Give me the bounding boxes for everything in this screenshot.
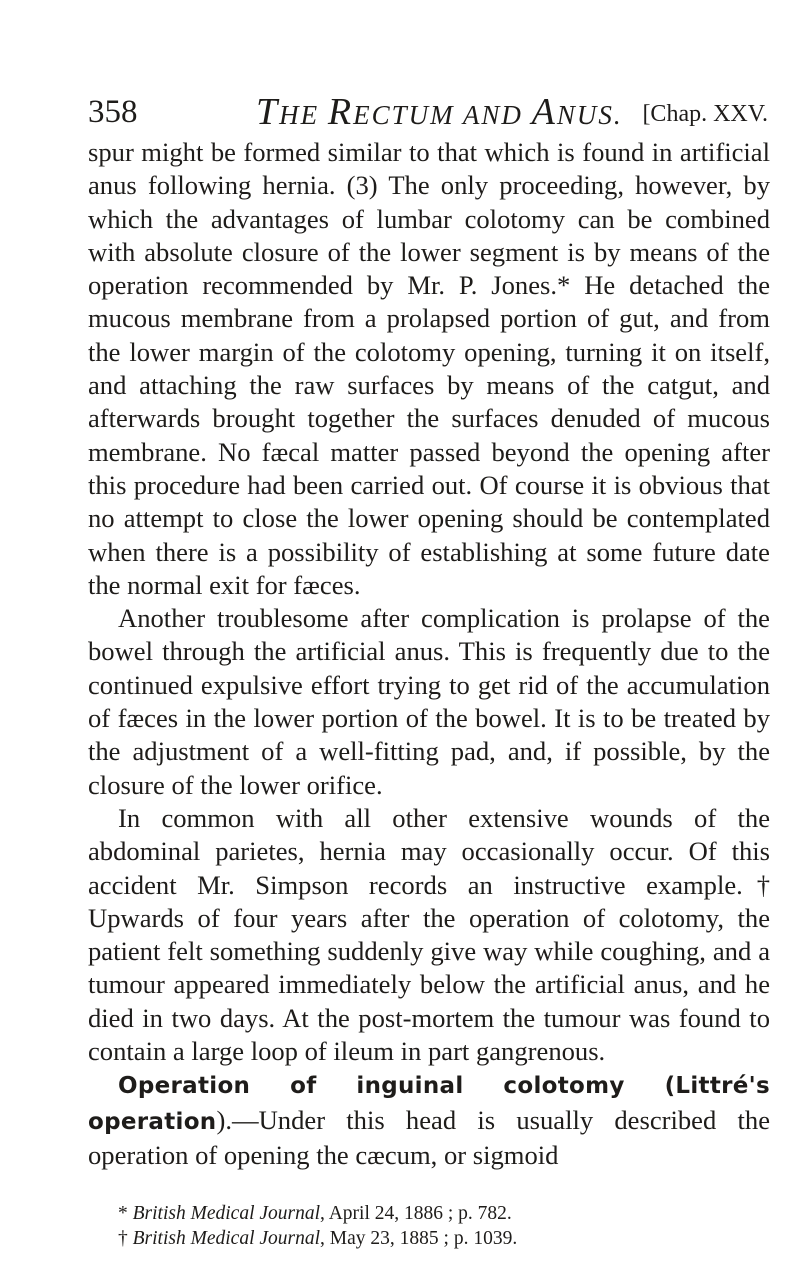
section-heading: Operation of inguinal colotomy ( [118, 1073, 676, 1100]
paragraph: In common with all other extensive wounds of the abdominal parietes, hernia may occasionally occur. Of this accident Mr. Simpson records an instructive example.† Upwards of four years after the operation of colotomy, the patient felt something suddenly give way while coughing, and a tumour appeared immediately below the artificial anus, and he died in two days. At the post-mortem the tumour was found to contain a large loop of ileum in part gangrenous. [88, 802, 770, 1067]
footnote: * British Medical Journal, April 24, 1886 ; p. 782. [118, 1203, 512, 1224]
running-title: THE RECTUM AND ANUS. [256, 91, 623, 133]
journal-title: British Medical Journal [132, 1228, 321, 1249]
page-number: 358 [88, 94, 138, 130]
running-header [88, 92, 768, 132]
section-heading-close: ). [216, 1104, 232, 1135]
journal-title: British Medical Journal [132, 1203, 321, 1224]
section-text: —Under this head is usually described the operation of opening the cæcum, or sigmoid [88, 1104, 770, 1170]
paragraph: spur might be formed similar to that which is found in artificial anus following hernia. (3) The only proceeding, however, by which the advantages of lumbar colotomy can be combined with absolute closure of the lower segment is by means of the operation recommended by Mr. P. Jones.* He detached the mucous membrane from a prolapsed portion of gut, and from the lower margin of the colotomy opening, turning it on itself, and attaching the raw surfaces by means of the catgut, and afterwards brought together the surfaces denuded of mucous membrane. No fæcal matter passed beyond the opening after this procedure had been carried out. Of course it is obvious that no attempt to close the lower opening should be contemplated when there is a possibility of establishing at some future date the normal exit for fæces. [88, 137, 770, 600]
footnote: † British Medical Journal, May 23, 1885 ; p. 1039. [118, 1228, 518, 1249]
section-paragraph [88, 1068, 770, 1172]
body-text [88, 136, 770, 1172]
chapter-label: [Chap. XXV. [642, 101, 768, 127]
section-heading-eponym: Littré's operation [88, 1073, 770, 1135]
footnotes [88, 1201, 770, 1251]
paragraph: Another troublesome after complication is prolapse of the bowel through the artificial anus. This is frequently due to the continued expulsive effort trying to get rid of the accumulation of fæces in the lower portion of the bowel. It is to be treated by the adjustment of a well-fitting pad, and, if possible, by the closure of the lower orifice. [88, 603, 770, 800]
